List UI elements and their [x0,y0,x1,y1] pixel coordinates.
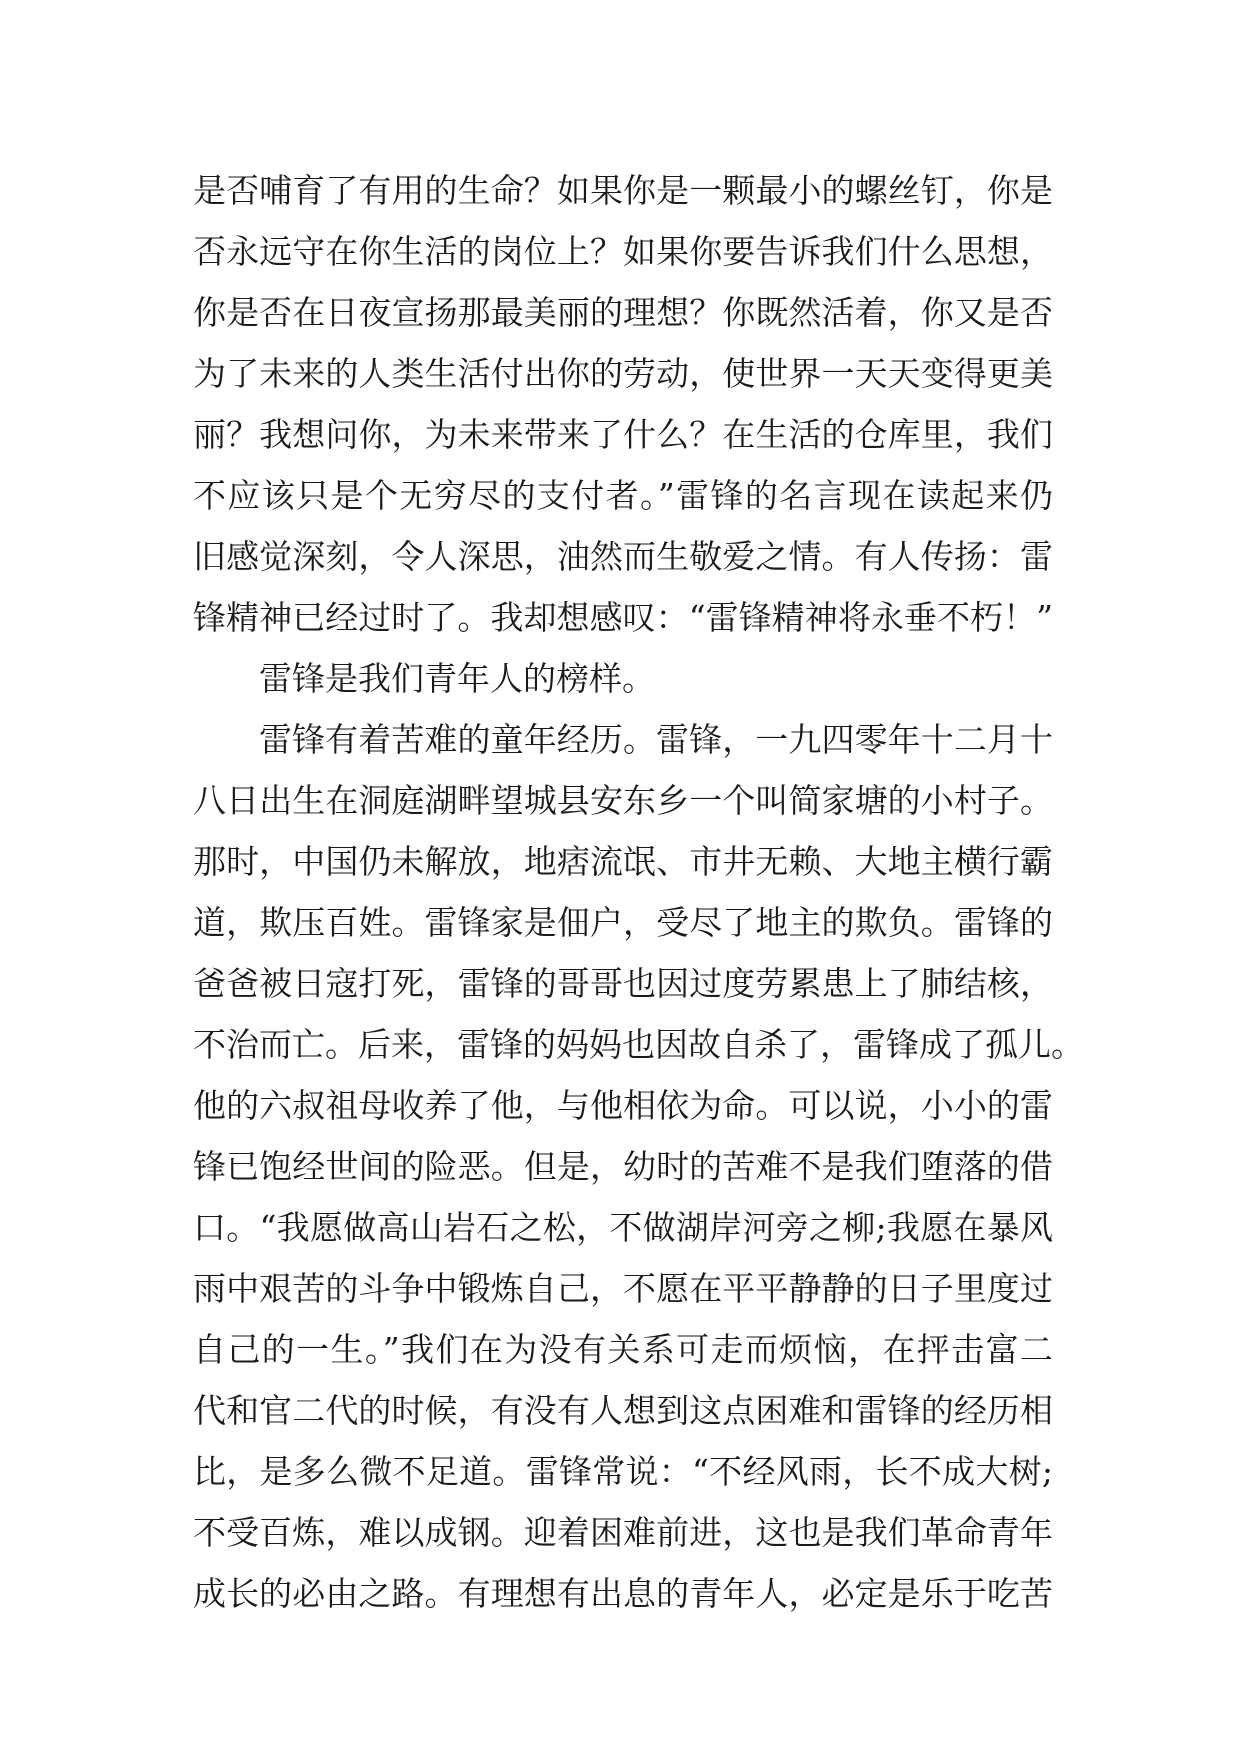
text-line-4: 为了未来的人类生活付出你的劳动，使世界一天天变得更美 [193,354,1053,393]
text-line-12: 那时，中国仍未解放，地痞流氓、市井无赖、大地主横行霸 [193,842,1053,881]
text-line-17: 锋已饱经世间的险恶。但是，幼时的苦难不是我们堕落的借 [193,1147,1053,1186]
text-line-24: 成长的必由之路。有理想有出息的青年人，必定是乐于吃苦 [193,1574,1053,1613]
text-line-16: 他的六叔祖母收养了他，与他相依为命。可以说，小小的雷 [193,1086,1053,1125]
text-line-2: 否永远守在你生活的岗位上？如果你要告诉我们什么思想， [193,232,1053,271]
text-line-7: 旧感觉深刻，令人深思，油然而生敬爱之情。有人传扬：雷 [193,537,1053,576]
text-line-1: 是否哺育了有用的生命？如果你是一颗最小的螺丝钉，你是 [193,171,1053,210]
text-line-21: 代和官二代的时候，有没有人想到这点困难和雷锋的经历相 [193,1391,1053,1430]
text-line-6: 不应该只是个无穷尽的支付者。”雷锋的名言现在读起来仍 [193,476,1053,515]
text-line-11: 八日出生在洞庭湖畔望城县安东乡一个叫简家塘的小村子。 [193,781,1053,820]
text-line-3: 你是否在日夜宣扬那最美丽的理想？你既然活着，你又是否 [193,293,1053,332]
text-line-15: 不治而亡。后来，雷锋的妈妈也因故自杀了，雷锋成了孤儿。 [193,1025,1084,1064]
body-text [193,160,1084,1624]
text-line-18: 口。“我愿做高山岩石之松，不做湖岸河旁之柳;我愿在暴风 [193,1208,1053,1247]
text-line-22: 比，是多么微不足道。雷锋常说：“不经风雨，长不成大树; [193,1452,1053,1491]
text-line-5: 丽？我想问你，为未来带来了什么？在生活的仓库里，我们 [193,415,1053,454]
paragraph-start-line: 雷锋是我们青年人的榜样。 [259,659,655,698]
text-line-19: 雨中艰苦的斗争中锻炼自己，不愿在平平静静的日子里度过 [193,1269,1053,1308]
text-line-14: 爸爸被日寇打死，雷锋的哥哥也因过度劳累患上了肺结核， [193,964,1053,1003]
text-line-23: 不受百炼，难以成钢。迎着困难前进，这也是我们革命青年 [193,1513,1053,1552]
text-line-13: 道，欺压百姓。雷锋家是佃户，受尽了地主的欺负。雷锋的 [193,903,1053,942]
text-line-20: 自己的一生。”我们在为没有关系可走而烦恼，在抨击富二 [193,1330,1053,1369]
paragraph-start-line: 雷锋有着苦难的童年经历。雷锋，一九四零年十二月十 [259,720,1053,759]
text-line-8: 锋精神已经过时了。我却想感叹：“雷锋精神将永垂不朽！” [193,598,1053,637]
